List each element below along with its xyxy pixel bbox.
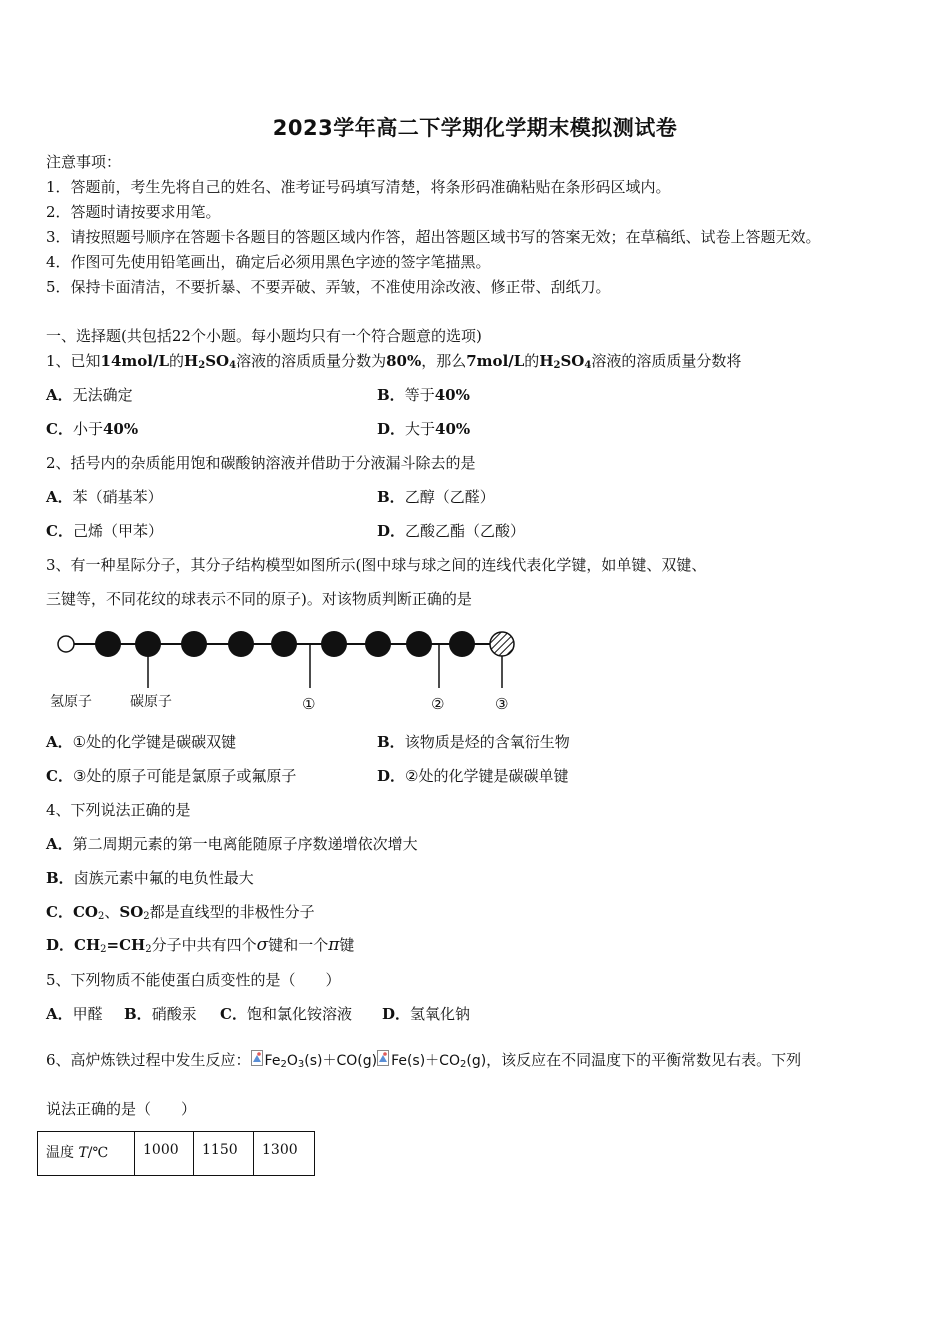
table-row — [38, 1132, 315, 1176]
table-cell: 1150 — [194, 1132, 254, 1176]
carbon-atom-3 — [181, 631, 207, 657]
q5-option-a[interactable]: A．甲醛 — [46, 1005, 103, 1023]
q3-option-b[interactable]: B．该物质是烃的含氧衍生物 — [377, 733, 570, 751]
q3-option-a[interactable]: A．①处的化学键是碳碳双键 — [46, 733, 237, 751]
q2-option-a[interactable]: A．苯（硝基苯） — [46, 488, 163, 506]
q5-stem: 5、下列物质不能使蛋白质变性的是（ ） — [46, 971, 341, 989]
pi-symbol: π — [328, 935, 340, 955]
carbon-atom-9 — [449, 631, 475, 657]
q4-option-c[interactable]: C．$CO_2$、$SO_2$都是直线型的非极性分子 — [46, 903, 315, 922]
sigma-symbol: σ — [256, 935, 269, 955]
q2-option-b[interactable]: B．乙醇（乙醛） — [377, 488, 495, 506]
q4-stem: 4、下列说法正确的是 — [46, 801, 191, 819]
q4-option-b[interactable]: B．卤族元素中氟的电负性最大 — [46, 869, 254, 887]
table-cell: 1300 — [254, 1132, 315, 1176]
q1-stem: 1、已知14mol/L的$H_2SO_4$溶液的溶质质量分数为80%，那么7mol/L的$H_2SO_4$溶液的溶质质量分数将 — [46, 352, 742, 371]
q5-option-c[interactable]: C．饱和氯化铵溶液 — [220, 1005, 352, 1023]
carbon-atom-8 — [406, 631, 432, 657]
notice-heading: 注意事项： — [46, 153, 122, 171]
notice-item-4: 4．作图可先使用铅笔画出，确定后必须用黑色字迹的签字笔描黑。 — [46, 253, 491, 271]
q3-option-d[interactable]: D．②处的化学键是碳碳单键 — [377, 767, 569, 785]
q3-option-c[interactable]: C．③处的原子可能是氯原子或氟原子 — [46, 767, 297, 785]
hatched-atom — [490, 632, 514, 656]
q1-option-a[interactable]: A．无法确定 — [46, 386, 133, 404]
q4-option-a[interactable]: A．第二周期元素的第一电离能随原子序数递增依次增大 — [46, 835, 418, 853]
marker-1: ① — [302, 695, 316, 713]
carbon-atom-5 — [271, 631, 297, 657]
q3-stem-line-2: 三键等，不同花纹的球表示不同的原子)。对该物质判断正确的是 — [46, 590, 472, 608]
q6-stem-line-1: 6、高炉炼铁过程中发生反应： $Fe_2O_3(s)+CO(g)$ $Fe(s)+CO_2(g)$，该反应在不同温度下的平衡常数见右表。下列 — [46, 1051, 802, 1070]
table-header-cell: 温度 T/℃ — [38, 1132, 135, 1176]
q1-option-c[interactable]: C．小于40% — [46, 420, 139, 438]
q5-option-b[interactable]: B．硝酸汞 — [124, 1005, 197, 1023]
q1-option-d[interactable]: D．大于40% — [377, 420, 471, 438]
notice-item-3: 3．请按照题号顺序在答题卡各题目的答题区域内作答，超出答题区域书写的答案无效；在草稿纸、试卷上答题无效。 — [46, 228, 821, 246]
q2-option-d[interactable]: D．乙酸乙酯（乙酸） — [377, 522, 526, 540]
broken-image-icon — [251, 1050, 263, 1066]
notice-item-2: 2．答题时请按要求用笔。 — [46, 203, 221, 221]
reaction-right: $Fe(s)+CO_2(g)$ — [391, 1053, 487, 1070]
carbon-atom-6 — [321, 631, 347, 657]
carbon-atom-7 — [365, 631, 391, 657]
q6-stem-line-2: 说法正确的是（ ） — [46, 1100, 197, 1118]
molecule-figure — [44, 622, 534, 722]
notice-item-1: 1．答题前，考生先将自己的姓名、准考证号码填写清楚，将条形码准确粘贴在条形码区域内。 — [46, 178, 671, 196]
page-title: 2023学年高二下学期化学期末模拟测试卷 — [272, 116, 678, 140]
table-cell: 1000 — [135, 1132, 194, 1176]
notice-item-5: 5．保持卡面清洁，不要折暴、不要弄破、弄皱，不准使用涂改液、修正带、刮纸刀。 — [46, 278, 611, 296]
carbon-atom-label: 碳原子 — [130, 694, 172, 710]
q4-option-d[interactable]: D．$CH_2=CH_2$分子中共有四个σ键和一个π键 — [46, 935, 355, 955]
section-heading: 一、选择题(共包括22个小题。每小题均只有一个符合题意的选项) — [46, 327, 482, 345]
carbon-atom-1 — [95, 631, 121, 657]
q1-option-b[interactable]: B．等于40% — [377, 386, 470, 404]
reaction-left: $Fe_2O_3(s)+CO(g)$ — [264, 1053, 378, 1070]
q5-option-d[interactable]: D．氢氧化钠 — [382, 1005, 471, 1023]
temperature-table — [37, 1131, 315, 1176]
q2-stem: 2、括号内的杂质能用饱和碳酸钠溶液并借助于分液漏斗除去的是 — [46, 454, 476, 472]
marker-3: ③ — [495, 695, 509, 713]
equilibrium-arrow-icon — [377, 1050, 389, 1066]
hydrogen-atom-label: 氢原子 — [50, 694, 92, 710]
carbon-atom-4 — [228, 631, 254, 657]
hydrogen-atom — [58, 636, 74, 652]
carbon-atom-2 — [135, 631, 161, 657]
q2-option-c[interactable]: C．己烯（甲苯） — [46, 522, 163, 540]
q3-stem-line-1: 3、有一种星际分子，其分子结构模型如图所示(图中球与球之间的连线代表化学键，如单键、双键、 — [46, 556, 707, 574]
marker-2: ② — [431, 695, 445, 713]
